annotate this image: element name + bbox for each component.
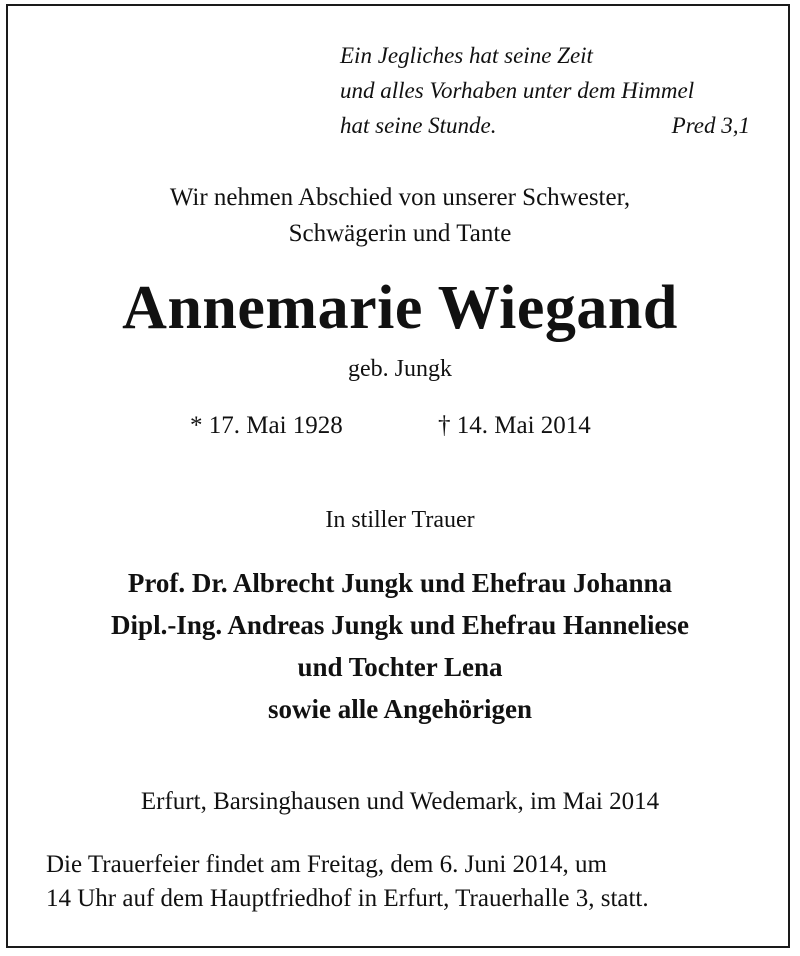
death-date: † 14. Mai 2014 [438,412,591,439]
intro-line-2: Schwägerin und Tante [288,220,512,247]
verse-reference: Pred 3,1 [671,113,750,138]
ceremony-line-2: 14 Uhr auf dem Hauptfriedhof in Erfurt, Trauerhalle 3, statt. [46,885,649,912]
verse-line-2 [340,73,750,108]
verse-line-3 [340,108,750,143]
mourner-line: Dipl.-Ing. Andreas Jungk und Ehefrau Hanneliese [111,610,689,640]
ceremony-line-1: Die Trauerfeier findet am Freitag, dem 6. Juni 2014, um [46,851,607,878]
farewell-intro [0,180,800,252]
mourner-line: und Tochter Lena [297,652,503,682]
verse-line-1 [340,38,750,73]
ceremony-info [46,848,649,916]
mourners-list [0,562,800,730]
mourner-line: Prof. Dr. Albrecht Jungk und Ehefrau Johanna [127,568,673,598]
birth-name: geb. Jungk [348,356,452,382]
bible-verse [340,38,750,143]
intro-line-1: Wir nehmen Abschied von unserer Schwester, [169,184,631,211]
verse-line-2-text: und alles Vorhaben unter dem Himmel [340,78,695,103]
place-and-date: Erfurt, Barsinghausen und Wedemark, im Mai 2014 [140,788,660,815]
birth-date: * 17. Mai 1928 [190,412,343,439]
deceased-name: Annemarie Wiegand [122,274,678,342]
mourning-label: In stiller Trauer [325,507,475,533]
verse-line-3-text: hat seine Stunde. [340,113,497,138]
mourner-line: sowie alle Angehörigen [268,694,532,724]
verse-line-1-text: Ein Jegliches hat seine Zeit [340,43,593,68]
